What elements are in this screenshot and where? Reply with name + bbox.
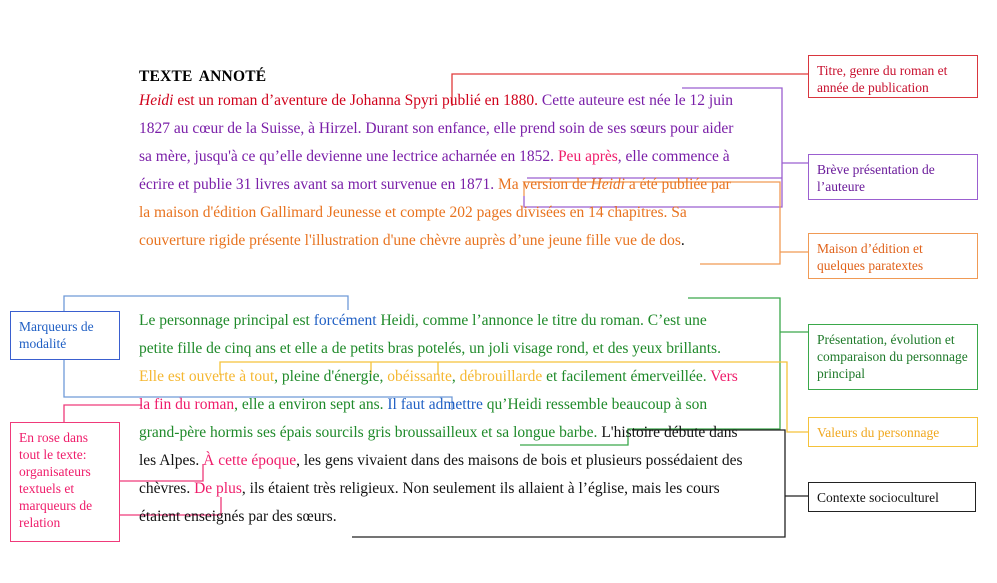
- text-segment-orange: couverture rigide présente l'illustration d'une chèvre auprès d’une jeune fille vue de dos: [139, 232, 681, 249]
- text-segment-orange: Ma version de: [497, 176, 591, 193]
- text-segment-orange: Heidi: [590, 176, 625, 193]
- text-line: [139, 447, 799, 475]
- document-heading: TEXTE ANNOTÉ: [139, 68, 267, 85]
- text-segment-green: Le personnage principal est: [139, 312, 314, 329]
- annotation-modality: Marqueurs de modalité: [10, 311, 120, 360]
- text-line: [139, 199, 799, 227]
- text-segment-purple: sa mère, jusqu'à ce qu’elle devienne une lectrice acharnée en 1852.: [139, 148, 558, 165]
- text-line: [139, 227, 799, 255]
- text-segment-yellow: débrouillarde: [459, 368, 543, 385]
- text-segment-purple: Cette auteure est née le 12 juin: [538, 92, 733, 109]
- annotation-author: Brève présentation de l’auteure: [808, 154, 978, 200]
- text-segment-green: ,: [451, 368, 460, 385]
- text-segment-black: chèvres.: [139, 480, 195, 497]
- text-segment-black: les Alpes.: [139, 452, 204, 469]
- text-segment-black: L'histoire débute dans: [597, 424, 738, 441]
- paragraph-author-intro: [139, 87, 799, 255]
- text-segment-green: petite fille de cinq ans et elle a de petits bras potelés, un joli visage rond, et des yeux brillants.: [139, 340, 721, 357]
- text-line: [139, 143, 799, 171]
- text-segment-orange: la maison d'édition Gallimard Jeunesse et compte 202 pages divisées en 14 chapitres. Sa: [139, 204, 687, 221]
- text-segment-red: Heidi: [139, 92, 174, 109]
- text-line: [139, 335, 799, 363]
- text-line: [139, 87, 799, 115]
- text-segment-purple: , elle commence à: [617, 148, 730, 165]
- text-segment-black: étaient enseignés par des sœurs.: [139, 508, 337, 525]
- text-segment-purple: 1827 au cœur de la Suisse, à Hirzel. Durant son enfance, elle prend soin de ses sœurs pour aider: [139, 120, 734, 137]
- text-line: [139, 503, 799, 531]
- annotation-publisher: Maison d’édition et quelques paratextes: [808, 233, 978, 279]
- text-segment-red: est un roman d’aventure de Johanna Spyri publié en 1880.: [173, 92, 539, 109]
- text-segment-blue: Il faut admettre: [387, 396, 483, 413]
- text-line: [139, 115, 799, 143]
- paragraph-character: [139, 307, 799, 531]
- annotation-values: Valeurs du personnage: [808, 417, 978, 447]
- annotation-connectors: En rose dans tout le texte: organisateurs textuels et marqueurs de relation: [10, 422, 120, 542]
- annotation-context: Contexte socioculturel: [808, 482, 976, 512]
- text-segment-pink: De plus: [194, 480, 242, 497]
- text-segment-green: Heidi, comme l’annonce le titre du roman. C’est une: [376, 312, 707, 329]
- text-line: [139, 307, 799, 335]
- text-segment-green: grand-père hormis ses épais sourcils gris broussailleux et sa longue barbe.: [139, 424, 598, 441]
- text-line: [139, 363, 799, 391]
- text-segment-yellow: Elle est ouverte à tout: [139, 368, 275, 385]
- annotation-character: Présentation, évolution et comparaison du personnage principal: [808, 324, 978, 390]
- text-segment-green: , elle a environ sept ans.: [234, 396, 388, 413]
- text-segment-purple: écrire et publie 31 livres avant sa mort survenue en 1871.: [139, 176, 498, 193]
- text-line: [139, 171, 799, 199]
- text-segment-pink: Peu après: [557, 148, 618, 165]
- text-line: [139, 391, 799, 419]
- text-segment-pink: Vers: [710, 368, 738, 385]
- text-segment-black: , les gens vivaient dans des maisons de bois et plusieurs possédaient des: [296, 452, 743, 469]
- text-segment-blue: forcément: [313, 312, 377, 329]
- text-line: [139, 419, 799, 447]
- text-segment-pink: À cette époque: [203, 452, 297, 469]
- text-segment-orange: a été publiée par: [624, 176, 731, 193]
- text-segment-green: qu’Heidi ressemble beaucoup à son: [482, 396, 708, 413]
- text-segment-green: , pleine d'énergie,: [274, 368, 388, 385]
- text-segment-yellow: obéissante: [387, 368, 452, 385]
- text-segment-black: , ils étaient très religieux. Non seulement ils allaient à l’église, mais les cours: [241, 480, 720, 497]
- text-segment-black: .: [680, 232, 685, 249]
- text-line: [139, 475, 799, 503]
- text-segment-green: et facilement émerveillée.: [542, 368, 711, 385]
- annotation-title-genre: Titre, genre du roman et année de publication: [808, 55, 978, 98]
- text-segment-pink: la fin du roman: [139, 396, 235, 413]
